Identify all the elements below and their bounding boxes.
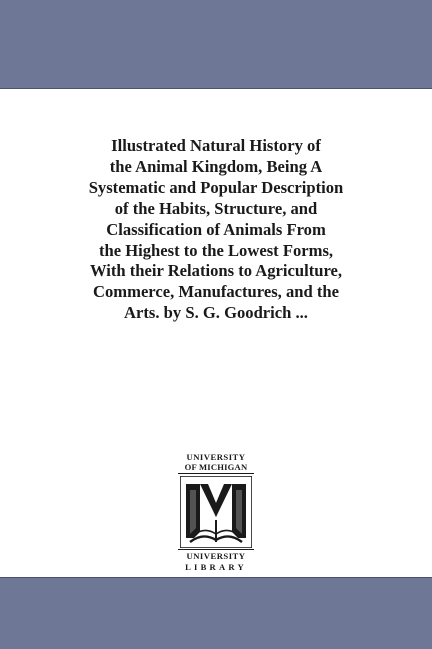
title-line: the Highest to the Lowest Forms, xyxy=(98,240,334,260)
title-line: of the Habits, Structure, and xyxy=(114,198,318,218)
title-line: the Animal Kingdom, Being A xyxy=(109,156,323,176)
logo-divider-top xyxy=(178,473,254,474)
title-line: Illustrated Natural History of xyxy=(111,136,321,155)
title-line: Systematic and Popular Description xyxy=(88,177,344,197)
logo-text-university-bottom: UNIVERSITY xyxy=(186,551,246,561)
bottom-band xyxy=(0,577,432,649)
title-line: Commerce, Manufactures, and the xyxy=(93,282,339,302)
title-line: With their Relations to Agriculture, xyxy=(89,261,343,281)
book-title xyxy=(40,136,392,324)
title-line: Classification of Animals From xyxy=(106,219,326,239)
logo-m-book-icon xyxy=(180,476,252,548)
logo-text-university-top: UNIVERSITY xyxy=(186,452,246,462)
logo-text-library: LIBRARY xyxy=(185,562,247,572)
top-band xyxy=(0,0,432,89)
logo-text-of-michigan: OF MICHIGAN xyxy=(184,462,248,472)
title-line: Arts. by S. G. Goodrich ... xyxy=(124,303,308,323)
university-of-michigan-library-logo xyxy=(176,452,256,574)
logo-divider-bottom xyxy=(178,549,254,550)
